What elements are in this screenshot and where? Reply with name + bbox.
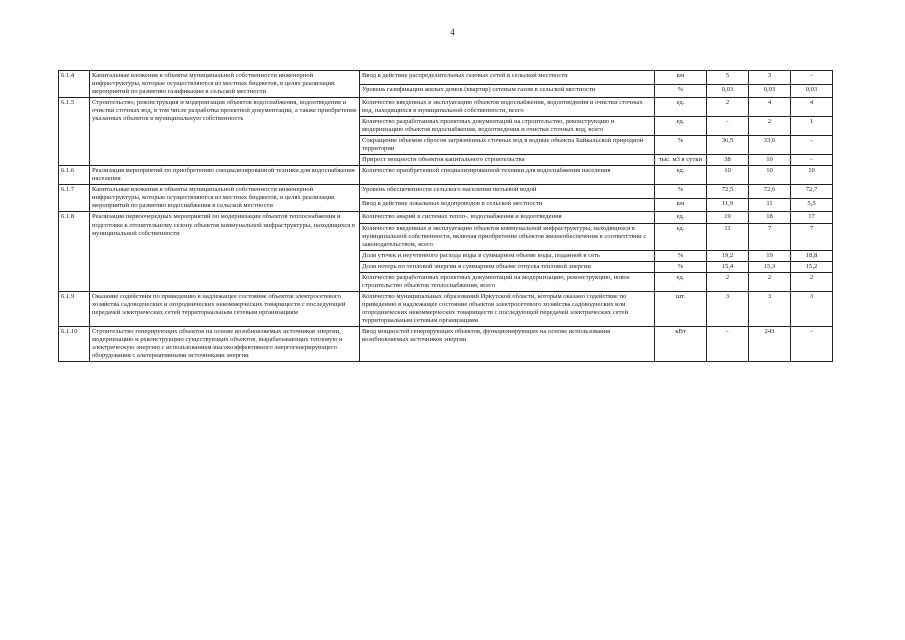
table-row [59, 166, 833, 185]
value-year-3: 3 [791, 291, 833, 326]
value-year-2: 2 [749, 117, 791, 136]
value-year-2: 0,03 [749, 84, 791, 98]
value-year-1: 10 [707, 166, 749, 185]
value-year-2: 72,6 [749, 185, 791, 199]
indicator-cell: Уровень газификации жилых домов (квартир) сетевым газом в сельской местности [360, 84, 655, 98]
indicator-cell: Прирост мощности объектов капитального строительства [360, 155, 655, 166]
value-year-1: 19,2 [707, 250, 749, 261]
value-year-2: 11 [749, 198, 791, 212]
value-year-3: 1 [791, 117, 833, 136]
value-year-2: 243 [749, 326, 791, 361]
indicator-cell: Уровень обеспеченности сельского населения питьевой водой [360, 185, 655, 199]
value-year-3: - [791, 136, 833, 155]
value-year-2: 15,3 [749, 261, 791, 272]
value-year-3: 0,03 [791, 84, 833, 98]
activity-cell: Реализация мероприятий по приобретению специализированной техники для водоснабжения населения [90, 166, 360, 185]
value-year-2: 2 [749, 272, 791, 291]
value-year-3: - [791, 71, 833, 85]
table-row [59, 98, 833, 117]
unit-cell: км [655, 198, 707, 212]
activity-cell: Капитальные вложения в объекты муниципальной собственности инженерной инфраструктуры, которые осуществляются из местных бюджетов, в целях реализации мероприятий по развитию газификации в сельской местности [90, 71, 360, 98]
unit-cell: ед. [655, 117, 707, 136]
value-year-2: 33,6 [749, 136, 791, 155]
value-year-1: 2 [707, 272, 749, 291]
value-year-2: 18 [749, 212, 791, 223]
value-year-2: 7 [749, 223, 791, 250]
indicator-cell: Количество введенных в эксплуатацию объектов коммунальной инфраструктуры, находящихся в муниципальной собственности, включая приобретение объектов жизнеобеспечения в соответствии с законодательством, всего [360, 223, 655, 250]
value-year-1: - [707, 326, 749, 361]
indicator-cell: Количество аварий в системах тепло-, водоснабжения и водоотведения [360, 212, 655, 223]
value-year-1: 2 [707, 98, 749, 117]
indicator-cell: Доля утечек и неучтенного расхода воды в суммарном объеме воды, поданной в сеть [360, 250, 655, 261]
unit-cell: ед. [655, 98, 707, 117]
unit-cell: шт. [655, 291, 707, 326]
table-row [59, 326, 833, 361]
page-number: 4 [450, 27, 455, 37]
value-year-1: 0,03 [707, 84, 749, 98]
indicators-table [58, 70, 833, 362]
table-row [59, 212, 833, 223]
value-year-1: 72,5 [707, 185, 749, 199]
indicator-cell: Количество разработанных проектных документаций на модернизацию, реконструкцию, новое строительство объектов теплоснабжения, всего [360, 272, 655, 291]
value-year-1: 3 [707, 291, 749, 326]
unit-cell: % [655, 136, 707, 155]
indicator-cell: Количество разработанных проектных документаций на строительство, реконструкцию и модернизацию объектов водоснабжения, водоотведения и очистки сточных вод, всего [360, 117, 655, 136]
row-code: 6.1.5 [59, 98, 90, 166]
row-code: 6.1.9 [59, 291, 90, 326]
value-year-3: 7 [791, 223, 833, 250]
value-year-2: 4 [749, 98, 791, 117]
table-row [59, 185, 833, 199]
value-year-3: 17 [791, 212, 833, 223]
value-year-3: - [791, 326, 833, 361]
activity-cell: Капитальные вложения в объекты муниципальной собственности инженерной инфраструктуры, которые осуществляются из местных бюджетов, в целях реализации мероприятий по развитию водоснабжения в сельской местности [90, 185, 360, 212]
unit-cell: % [655, 185, 707, 199]
value-year-1: 11 [707, 223, 749, 250]
indicator-cell: Доля потерь по тепловой энергии в суммарном объеме отпуска тепловой энергии [360, 261, 655, 272]
activity-cell: Строительство генерирующих объектов на основе возобновляемых источников энергии, модернизацию и реконструкцию существующих объектов, вырабатывающих тепловую и электрическую энергию с использованием высокоэффективного энергогенерирующего оборудования с альтернативными источниками энергии [90, 326, 360, 361]
indicator-cell: Количество муниципальных образований Иркутской области, которым оказано содействие по приведению в надлежащее состояние объектов электросетевого хозяйства садоводческих или огороднических некоммерческих товариществ с последующей передачей электрических сетей территориальным сетевым организациям [360, 291, 655, 326]
value-year-2: 10 [749, 166, 791, 185]
value-year-3: 18,8 [791, 250, 833, 261]
value-year-3: - [791, 155, 833, 166]
activity-cell: Реализация первоочередных мероприятий по модернизации объектов теплоснабжения и подготовке к отопительному сезону объектов коммунальной инфраструктуры, находящихся в муниципальной собственности [90, 212, 360, 291]
value-year-3: 15,2 [791, 261, 833, 272]
value-year-1: 36,5 [707, 136, 749, 155]
value-year-2: 19 [749, 250, 791, 261]
indicator-cell: Ввод в действие локальных водопроводов в сельской местности [360, 198, 655, 212]
indicator-cell: Сокращение объемов сбросов загрязненных сточных вод в водные объекты Байкальской природной территории [360, 136, 655, 155]
indicator-cell: Количество приобретенной специализированной техники для водоснабжения населения [360, 166, 655, 185]
table-body [59, 71, 833, 362]
unit-cell: км [655, 71, 707, 85]
unit-cell: ед. [655, 223, 707, 250]
activity-cell: Строительство, реконструкция и модернизация объектов водоснабжения, водоотведения и очистки сточных вод, в том числе разработка проектной документации, а также приобретение указанных объектов в муниципальную собственность [90, 98, 360, 166]
value-year-1: 38 [707, 155, 749, 166]
indicator-cell: Ввод мощностей генерирующих объектов, функционирующих на основе использования возобновляемых источников энергии [360, 326, 655, 361]
unit-cell: % [655, 84, 707, 98]
indicator-cell: Ввод в действие распределительных газовых сетей в сельской местности [360, 71, 655, 85]
table-row [59, 291, 833, 326]
value-year-2: 3 [749, 291, 791, 326]
row-code: 6.1.7 [59, 185, 90, 212]
unit-cell: тыс. м3 в сутки [655, 155, 707, 166]
value-year-1: 5 [707, 71, 749, 85]
unit-cell: ед. [655, 212, 707, 223]
value-year-1: - [707, 117, 749, 136]
table-row [59, 71, 833, 85]
value-year-3: 2 [791, 272, 833, 291]
activity-cell: Оказание содействия по приведению в надлежащее состояние объектов электросетевого хозяйства садоводческих и огороднических некоммерческих товариществ с последующей передачей электрических сетей территориальным сетевым организациям [90, 291, 360, 326]
row-code: 6.1.4 [59, 71, 90, 98]
indicator-cell: Количество введенных в эксплуатацию объектов водоснабжения, водоотведения и очистки сточных вод, находящихся в муниципальной собственности, всего [360, 98, 655, 117]
value-year-2: 3 [749, 71, 791, 85]
unit-cell: % [655, 261, 707, 272]
value-year-3: 5,5 [791, 198, 833, 212]
value-year-1: 19 [707, 212, 749, 223]
unit-cell: кВт [655, 326, 707, 361]
row-code: 6.1.10 [59, 326, 90, 361]
value-year-3: 4 [791, 98, 833, 117]
value-year-3: 10 [791, 166, 833, 185]
unit-cell: % [655, 250, 707, 261]
row-code: 6.1.6 [59, 166, 90, 185]
value-year-1: 11,9 [707, 198, 749, 212]
value-year-2: 10 [749, 155, 791, 166]
row-code: 6.1.8 [59, 212, 90, 291]
unit-cell: ед. [655, 272, 707, 291]
value-year-3: 72,7 [791, 185, 833, 199]
value-year-1: 15,4 [707, 261, 749, 272]
unit-cell: ед. [655, 166, 707, 185]
